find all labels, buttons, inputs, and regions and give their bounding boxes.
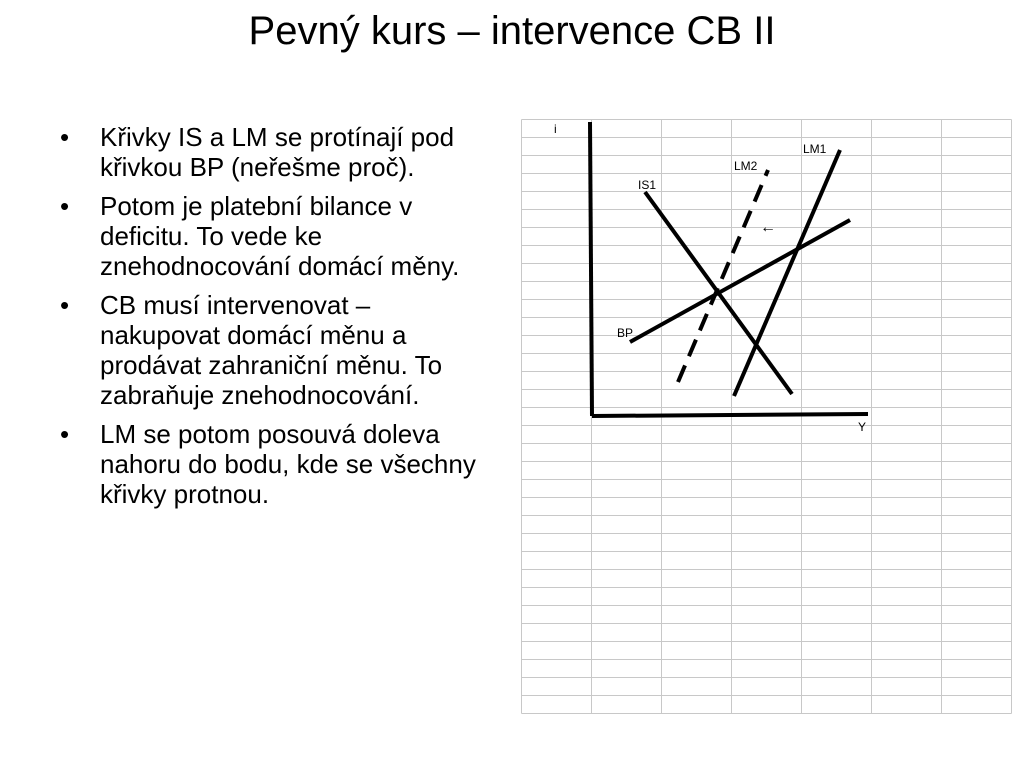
bullet-text: Potom je platební bilance v deficitu. To vede ke znehodnocování domácí měny. (100, 191, 460, 281)
bullet-dot-icon: • (60, 191, 70, 221)
bullet-item (56, 419, 496, 509)
y-axis (590, 122, 592, 416)
x-axis (592, 414, 868, 416)
slide-title: Pevný kurs – intervence CB II (248, 9, 776, 53)
is-lm-bp-diagram (520, 118, 1014, 716)
bp-label: BP (617, 326, 634, 340)
y-axis-label: i (554, 122, 557, 136)
shift-left-arrow-icon: ← (760, 219, 776, 236)
is1-label: IS1 (638, 178, 657, 192)
bullet-dot-icon: • (60, 290, 70, 320)
bullet-list (56, 122, 496, 518)
bullet-text: CB musí intervenovat – nakupovat domácí měnu a prodávat zahraniční měnu. To zabraňuje znehodnocování. (100, 290, 443, 410)
bullet-dot-icon: • (60, 419, 70, 449)
bullet-text: LM se potom posouvá doleva nahoru do bodu, kde se všechny křivky protnou. (100, 419, 476, 509)
lm1-label: LM1 (803, 142, 827, 156)
bullet-item (56, 290, 496, 410)
lm2-label: LM2 (734, 159, 758, 173)
lm1-curve (734, 150, 840, 396)
bullet-item (56, 122, 496, 182)
bullet-item (56, 191, 496, 281)
x-axis-label: Y (858, 420, 867, 434)
bullet-text: Křivky IS a LM se protínají pod křivkou BP (neřešme proč). (100, 122, 455, 182)
bullet-dot-icon: • (60, 122, 70, 152)
